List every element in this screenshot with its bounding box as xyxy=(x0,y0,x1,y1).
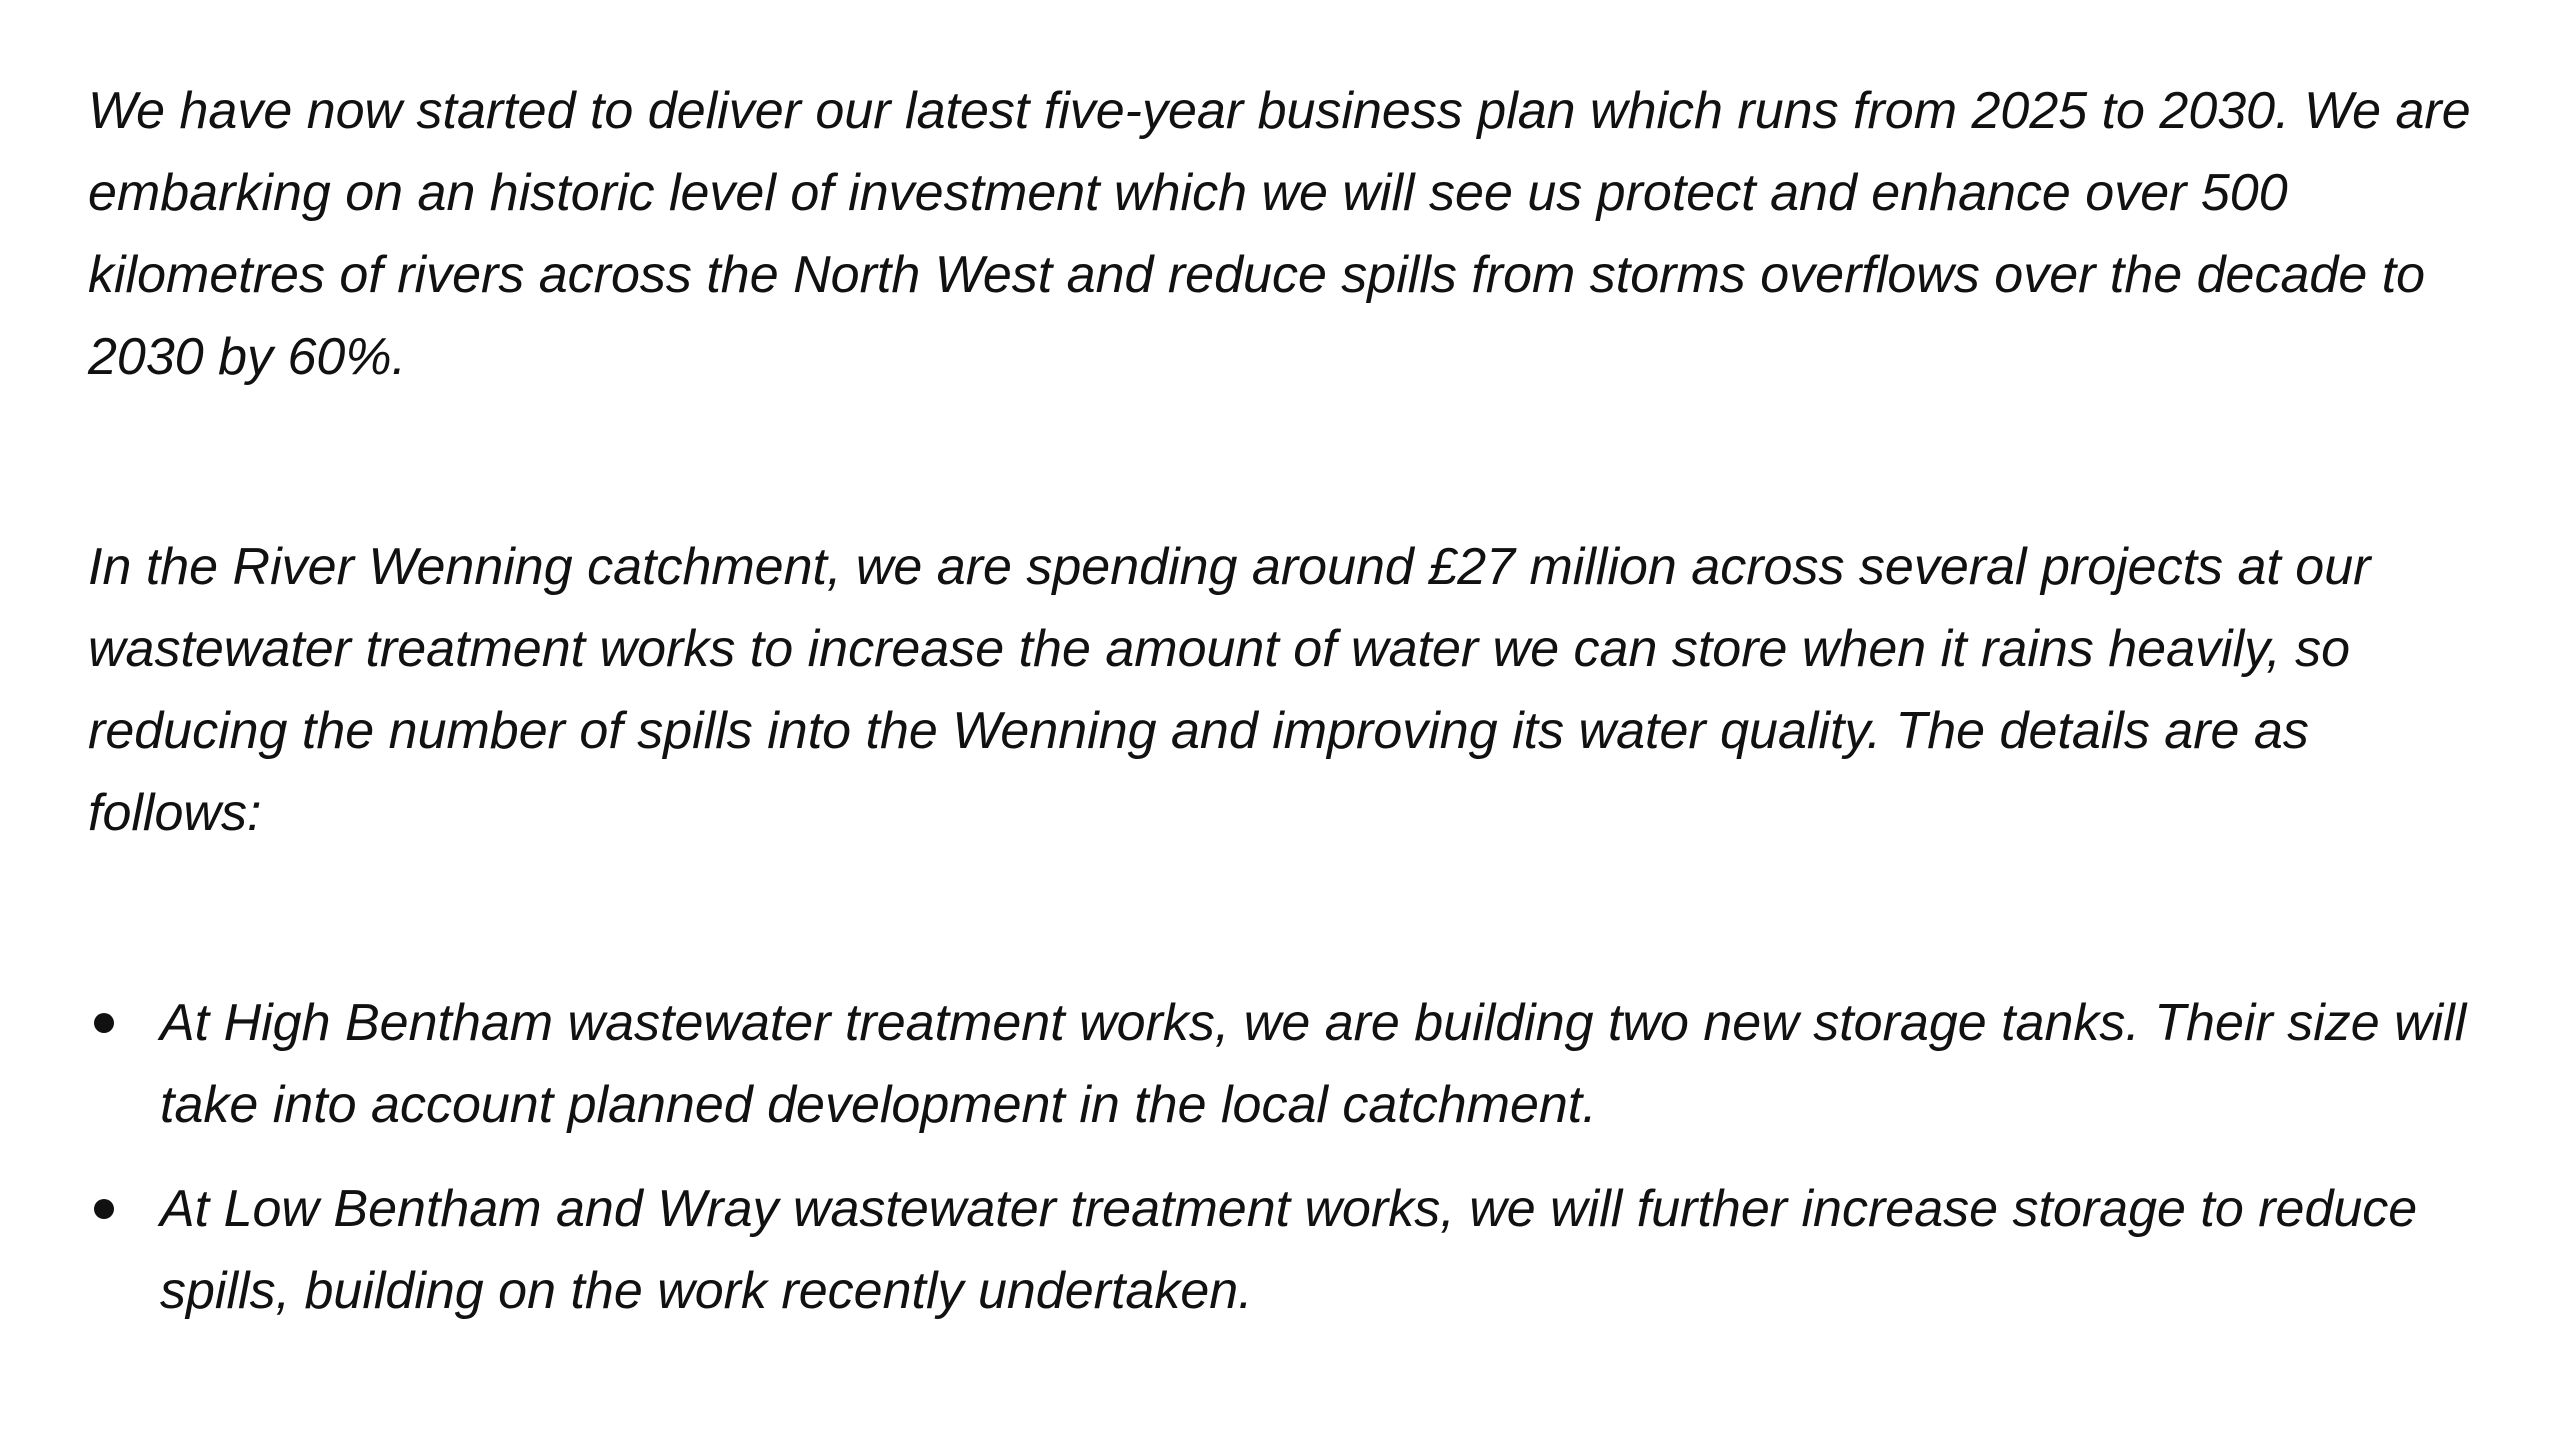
list-item xyxy=(88,1168,2488,1332)
document-body xyxy=(88,70,2488,1354)
bullet-text-low-bentham-wray: At Low Bentham and Wray wastewater treatment works, we will further increase storage to reduce spills, building on the work recently undertaken. xyxy=(160,1180,2418,1320)
paragraph-business-plan: We have now started to deliver our latest five-year business plan which runs from 2025 to 2030. We are embarking on an historic level of investment which we will see us protect and enhance over 500 kilometres of rivers across the North West and reduce spills from storms overflows over the decade to 2030 by 60%. xyxy=(88,82,2471,386)
bullet-dot-icon xyxy=(94,1013,114,1033)
bullet-list xyxy=(88,982,2488,1332)
paragraph-river-wenning: In the River Wenning catchment, we are spending around £27 million across several projects at our wastewater treatment works to increase the amount of water we can store when it rains heavily, so reducing the number of spills into the Wenning and improving its water quality. The details are as follows: xyxy=(88,538,2371,842)
bullet-dot-icon xyxy=(94,1199,114,1219)
list-item xyxy=(88,982,2488,1146)
bullet-text-high-bentham: At High Bentham wastewater treatment works, we are building two new storage tanks. Their size will take into account planned development in the local catchment. xyxy=(160,994,2467,1134)
